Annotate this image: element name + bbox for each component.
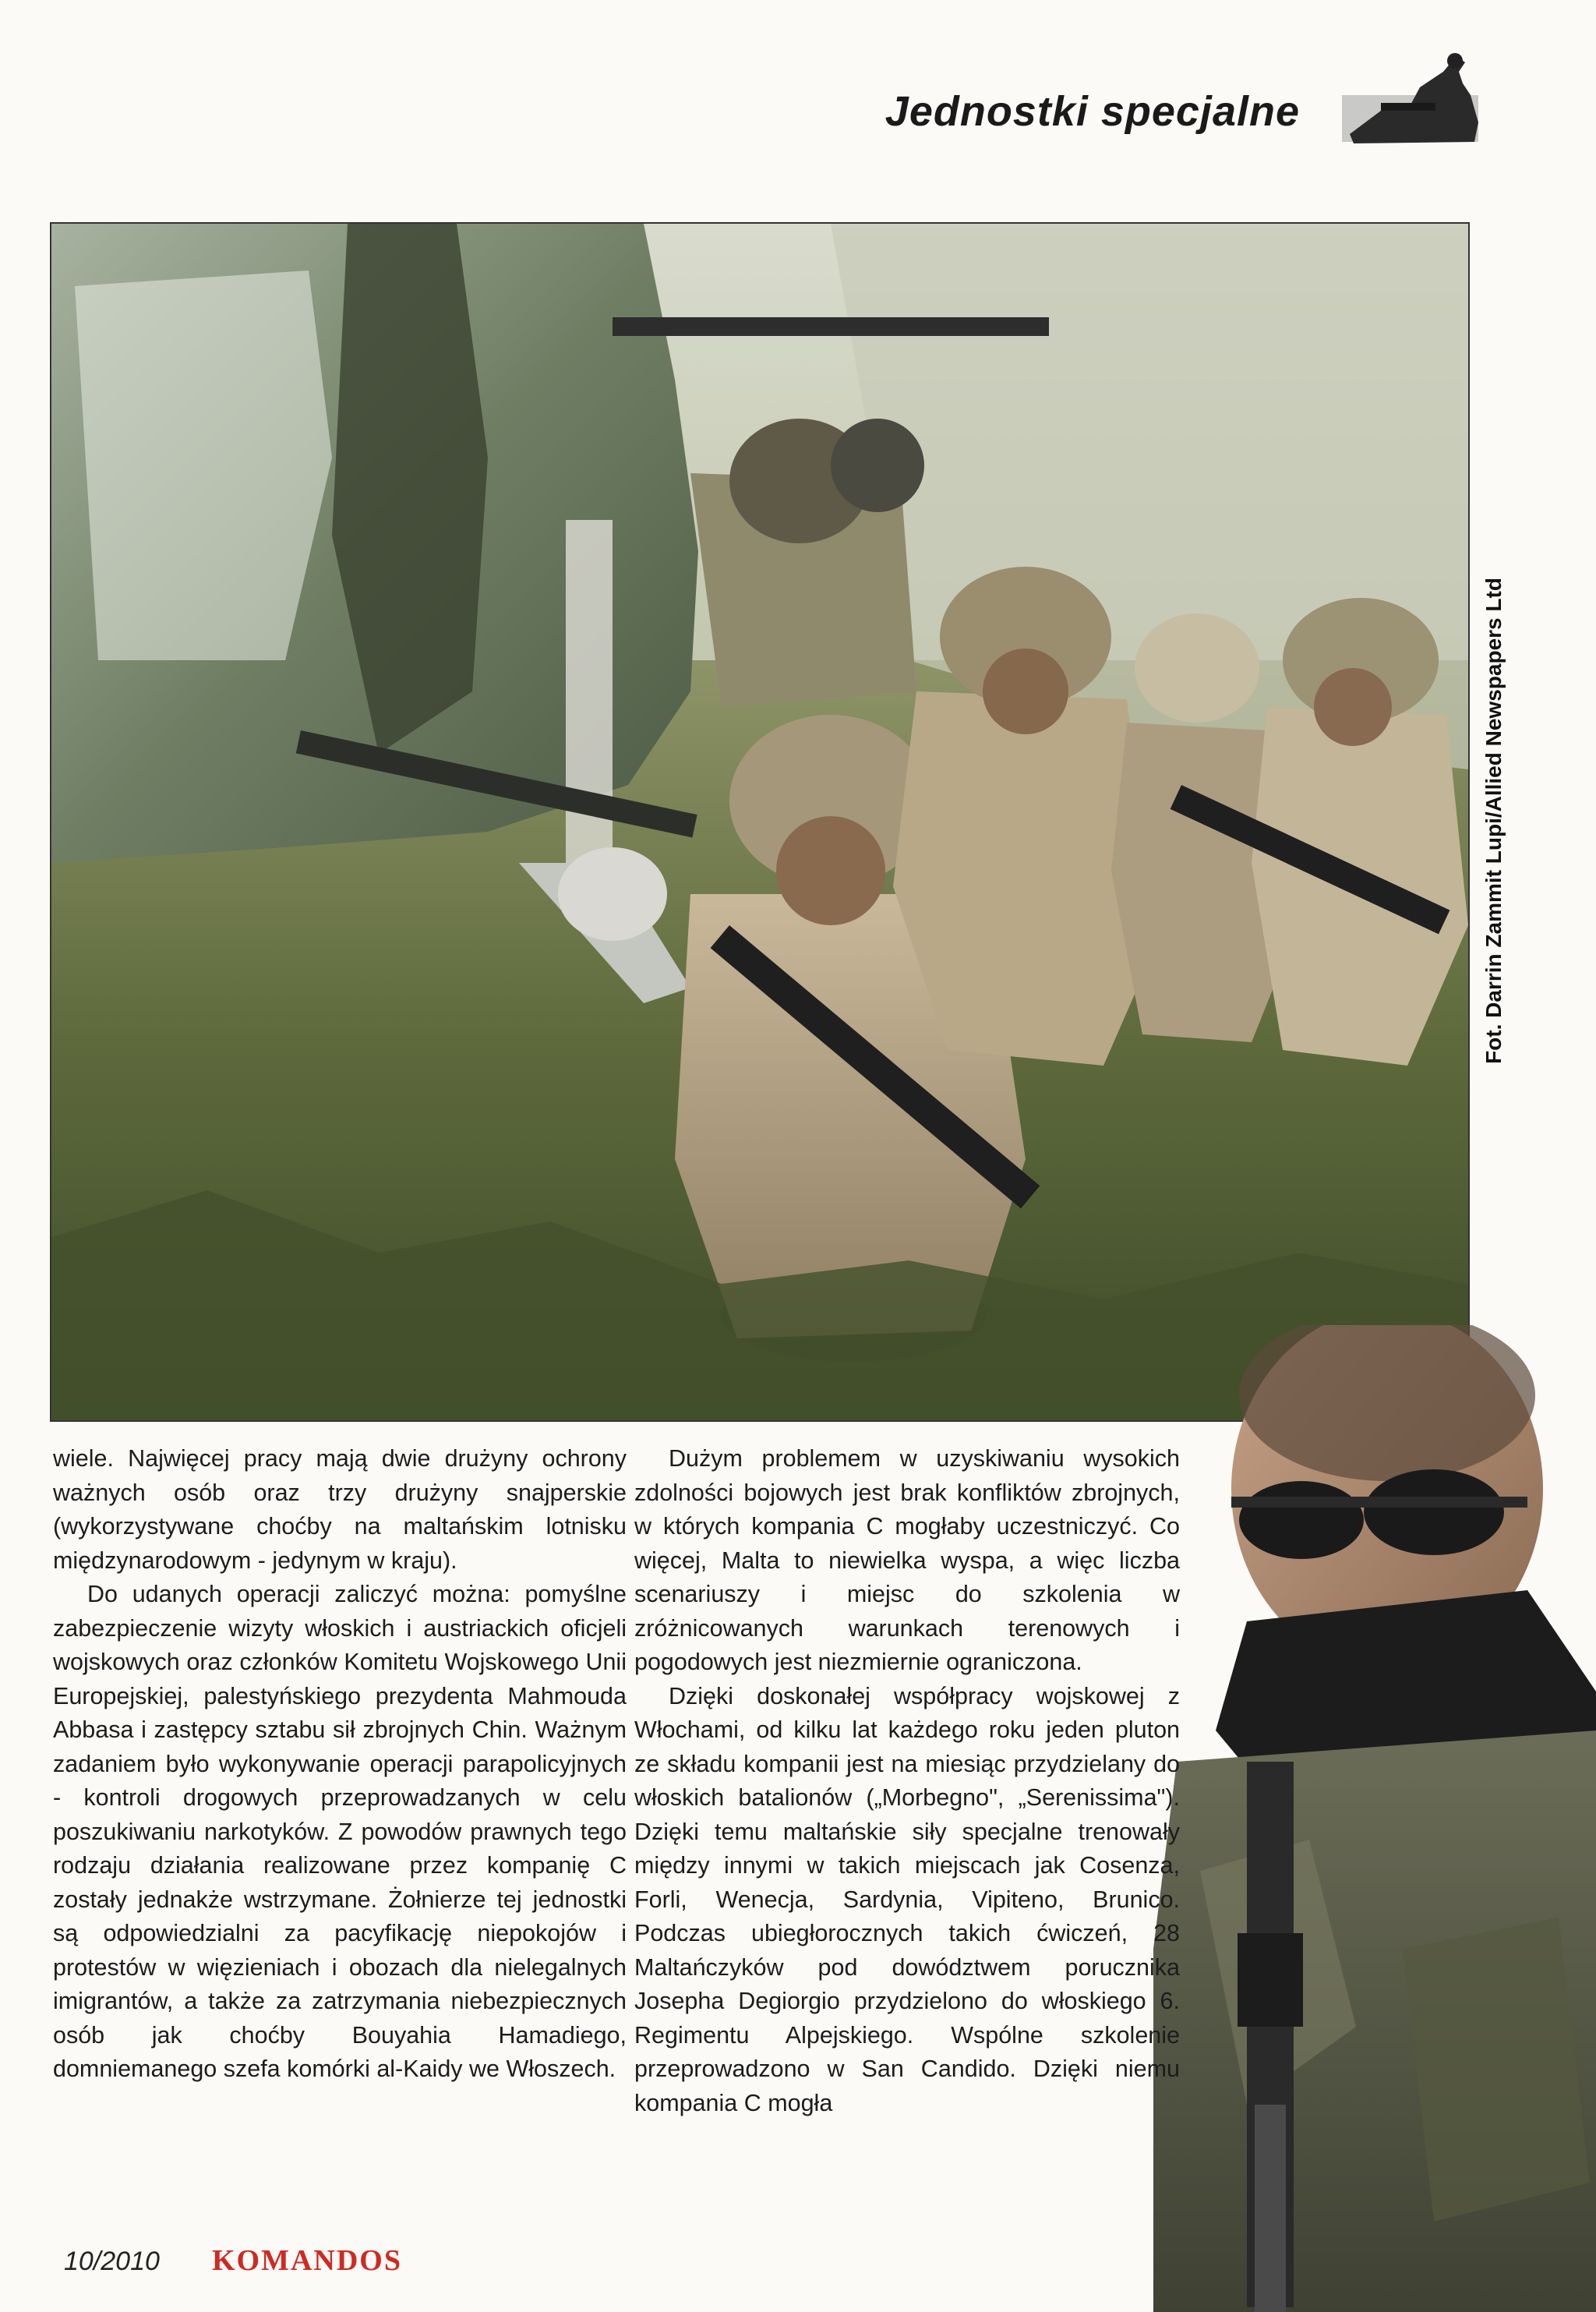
paragraph: Dużym problemem w uzyskiwaniu wysokich zdolności bojowych jest brak konfliktów zbrojnych, w których kompania C mogłaby uczestniczyć. Co więcej, Malta to niewielka wyspa, a więc liczba scenariuszy i miejsc do szkolenia w zróżnicowanych warunkach terenowych i pogodowych jest niezmiernie ograniczona.: [634, 1445, 1180, 1675]
main-photo-soldiers-helicopter: [50, 222, 1470, 1422]
article-left-column: [53, 1442, 627, 2087]
paragraph: wiele. Najwięcej pracy mają dwie drużyny ochrony ważnych osób oraz trzy drużyny snajperskie (wykorzystywane choćby na maltańskim lotnisku międzynarodowym - jedynym w kraju).: [53, 1445, 627, 1574]
photo-soldiers-leaving-helicopter: [51, 224, 1468, 1420]
magazine-logo: KOMANDOS: [212, 2244, 402, 2277]
section-title: Jednostki specjalne: [885, 88, 1300, 135]
article-right-column: [634, 1442, 1180, 2120]
photo-credit-text: Fot. Darrin Zammit Lupi/Allied Newspapers Ltd: [1481, 577, 1506, 1064]
inset-photo-soldier-sunglasses: [1153, 1325, 1596, 2312]
paragraph: Do udanych operacji zaliczyć można: pomyślne zabezpieczenie wizyty włoskich i austriackich oficjeli wojskowych oraz członków Komitetu Wojskowego Unii Europejskiej, palestyńskiego prezydenta Mahmouda Abbasa i zastępcy sztabu sił zbrojnych Chin. Ważnym zadaniem było wykonywanie operacji parapolicyjnych - kontroli drogowych przeprowadzanych w celu poszukiwaniu narkotyków. Z powodów prawnych tego rodzaju działania realizowane przez kompanię C zostały jednakże wstrzymane. Żołnierze tej jednostki są odpowiedzialni za pacyfikację niepokojów i protestów w więzieniach i obozach dla nielegalnych imigrantów, a także za zatrzymania niebezpiecznych osób jak choćby Bouyahia Hamadiego, domniemanego szefa komórki al-Kaidy we Włoszech.: [53, 1581, 627, 2082]
issue-number: 10/2010: [64, 2247, 160, 2276]
soldier-silhouette-icon: [1334, 48, 1482, 150]
photo-credit: [1476, 222, 1512, 1419]
paragraph: Dzięki doskonałej współpracy wojskowej z Włochami, od kilku lat każdego roku jeden pluton ze składu kompanii jest na miesiąc przydzielany do włoskich batalionów („Morbegno", „Serenissima"). Dzięki temu maltańskie siły specjalne trenowały między innymi w takich miejscach jak Cosenza, Forli, Wenecja, Sardynia, Vipiteno, Brunico. Podczas ubiegłorocznych takich ćwiczeń, 28 Maltańczyków pod dowództwem porucznika Josepha Degiorgio przydzielono do włoskiego 6. Regimentu Alpejskiego. Wspólne szkolenie przeprowadzono w San Candido. Dzięki niemu kompania C mogła: [634, 1682, 1180, 2116]
